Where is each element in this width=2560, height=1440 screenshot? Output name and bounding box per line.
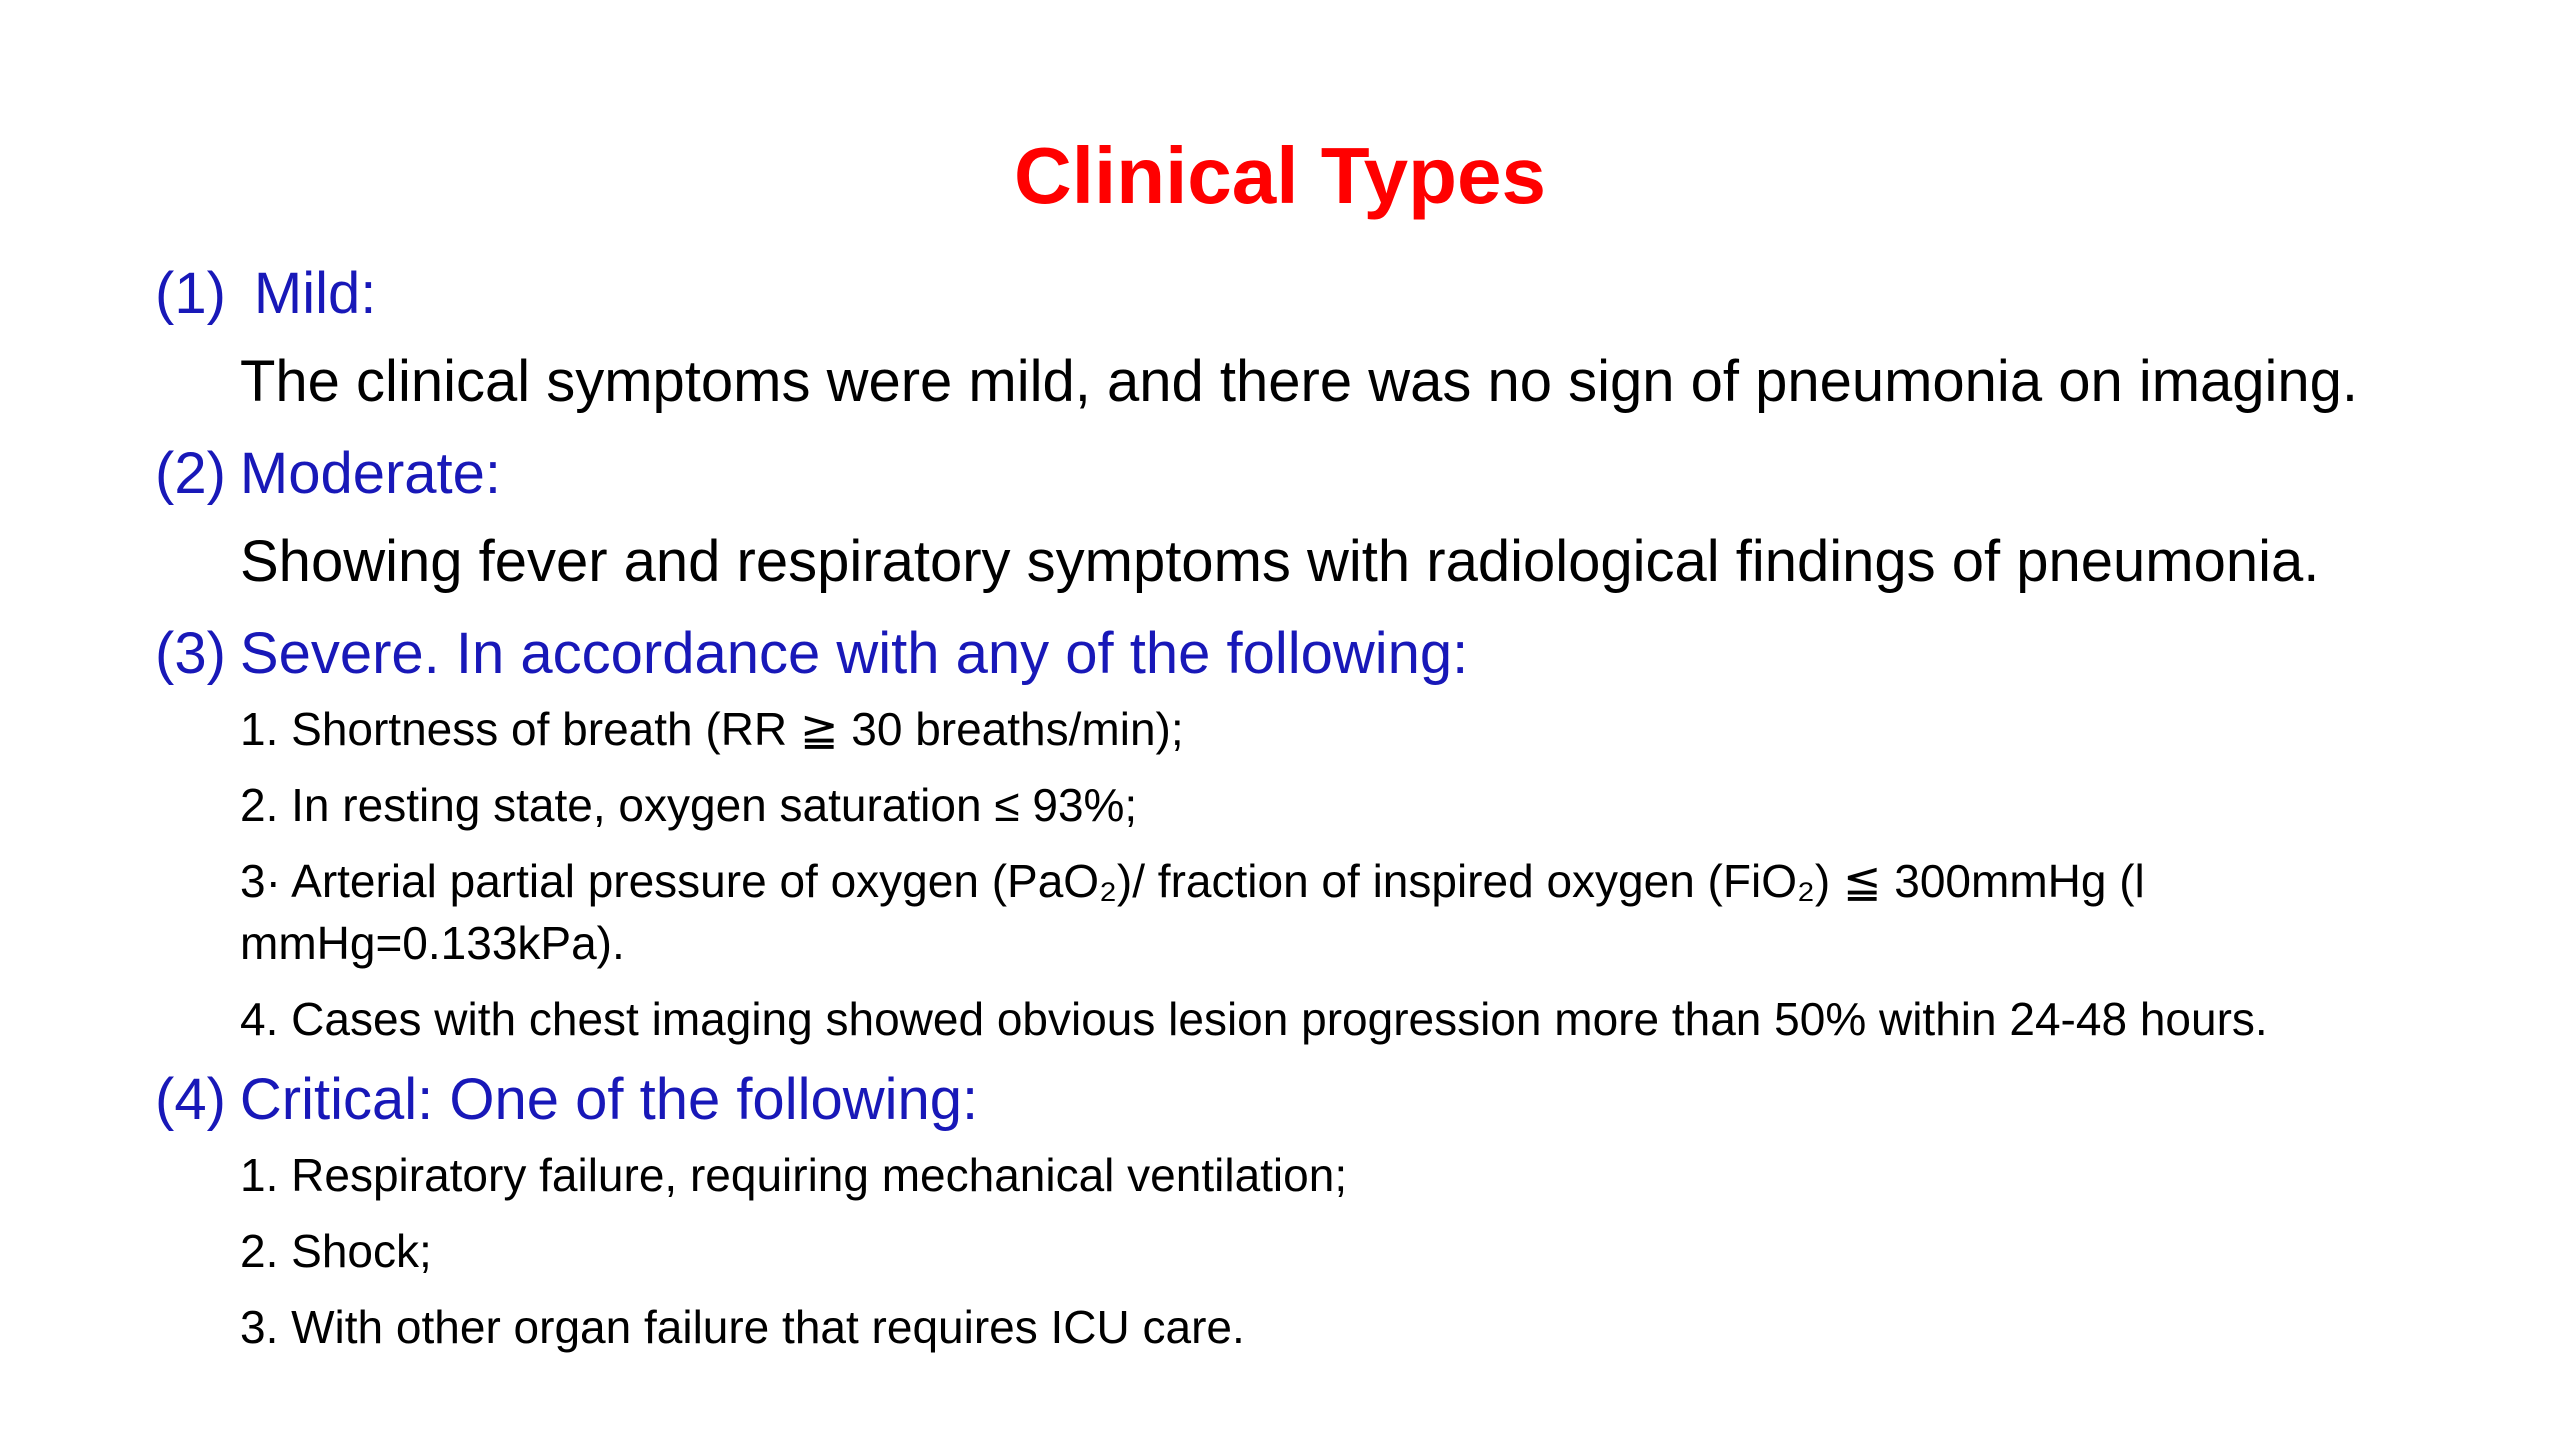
slide-title: Clinical Types <box>1013 131 1547 220</box>
list-item: 2. In resting state, oxygen saturation ≤ 93%; <box>240 779 1138 831</box>
section-title: Critical: One of the following: <box>239 1067 979 1132</box>
criteria-list <box>155 1144 2435 1358</box>
list-item: 4. Cases with chest imaging showed obvious lesion progression more than 50% within 24-48 hours. <box>240 993 2268 1045</box>
section-severe <box>155 618 2435 1050</box>
section-title: Severe. In accordance with any of the following: <box>239 621 1469 686</box>
slide-content <box>155 258 2435 1372</box>
section-heading <box>155 258 2435 330</box>
list-item: 2. Shock; <box>240 1225 432 1277</box>
section-number: (1) <box>155 261 226 326</box>
section-number: (4) <box>155 1067 226 1132</box>
section-number: (2) <box>155 441 226 506</box>
section-heading <box>155 618 2435 690</box>
section-title: Mild: <box>253 261 377 326</box>
list-item: 3· Arterial partial pressure of oxygen (PaO₂)/ fraction of inspired oxygen (FiO₂) ≦ 300mmHg (l mmHg=0.133kPa). <box>240 855 2145 969</box>
list-item: 3. With other organ failure that requires ICU care. <box>240 1301 1245 1353</box>
section-heading <box>155 438 2435 510</box>
section-mild <box>155 258 2435 418</box>
section-heading <box>155 1064 2435 1136</box>
list-item: 1. Respiratory failure, requiring mechanical ventilation; <box>240 1149 1348 1201</box>
section-critical <box>155 1064 2435 1358</box>
list-item: 1. Shortness of breath (RR ≧ 30 breaths/min); <box>240 703 1184 755</box>
criteria-list <box>155 698 2435 1050</box>
section-title: Moderate: <box>239 441 502 506</box>
section-number: (3) <box>155 621 226 686</box>
section-moderate <box>155 438 2435 598</box>
section-description: Showing fever and respiratory symptoms with radiological findings of pneumonia. <box>240 529 2320 594</box>
section-description: The clinical symptoms were mild, and there was no sign of pneumonia on imaging. <box>240 349 2359 414</box>
